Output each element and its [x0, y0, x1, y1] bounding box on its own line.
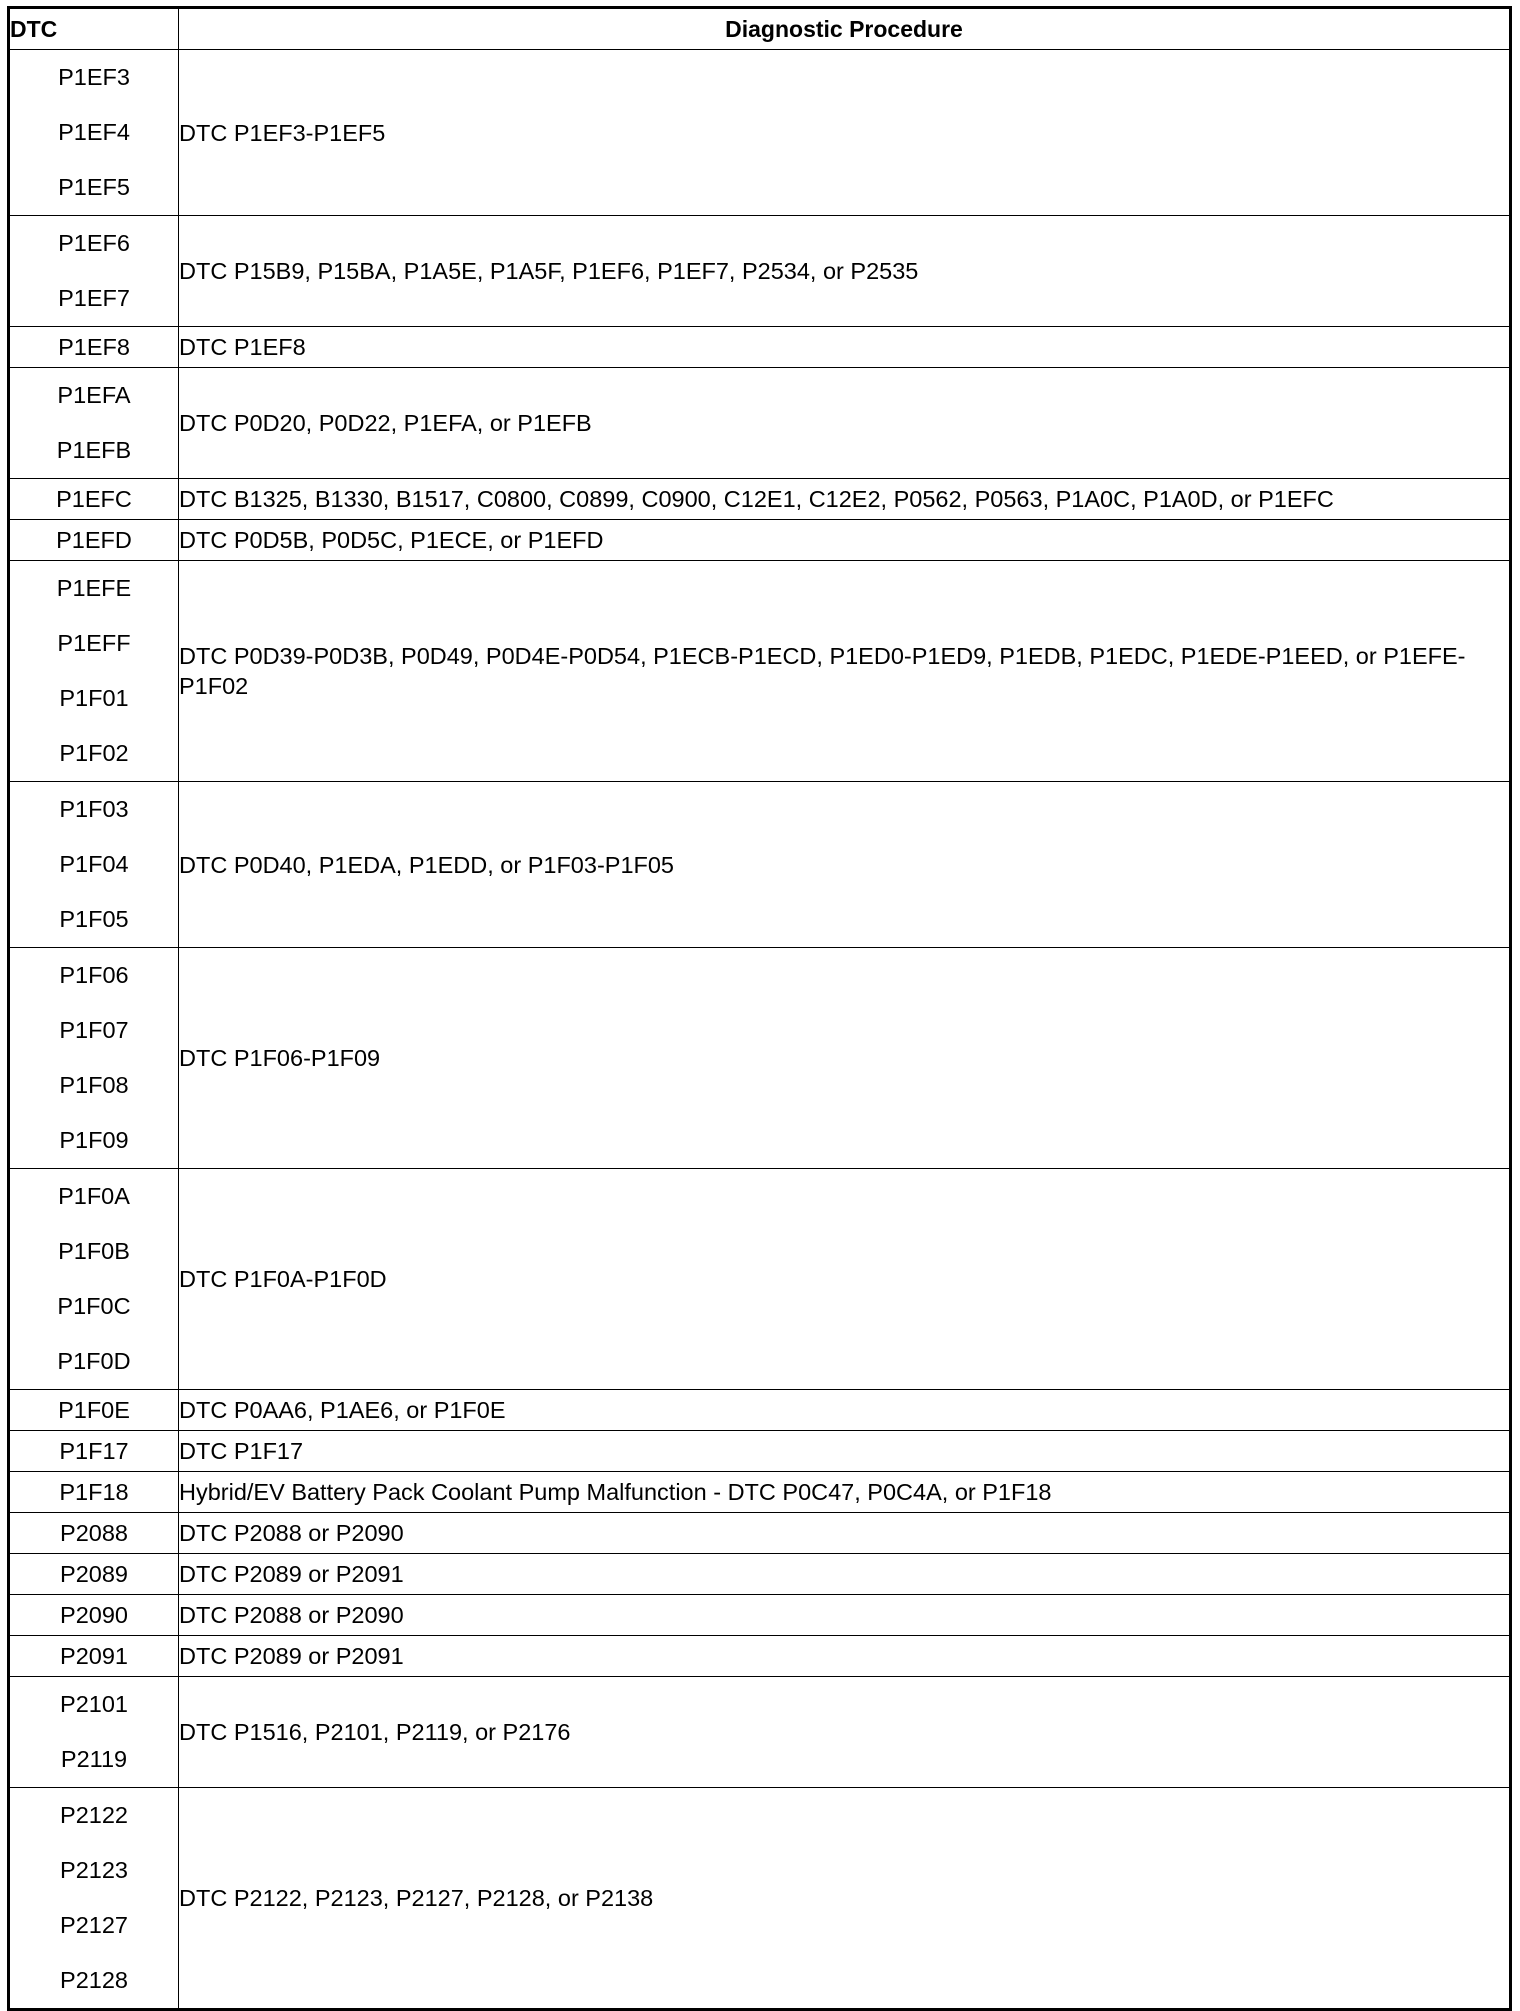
procedure-cell: DTC P0D20, P0D22, P1EFA, or P1EFB [179, 368, 1511, 479]
dtc-code: P1EF5 [58, 174, 130, 200]
dtc-cell [9, 1636, 179, 1677]
procedure-cell: DTC P2089 or P2091 [179, 1554, 1511, 1595]
table-row [9, 1636, 1511, 1677]
dtc-code: P2091 [60, 1643, 128, 1669]
table-row [9, 1169, 1511, 1390]
procedure-cell: DTC P15B9, P15BA, P1A5E, P1A5F, P1EF6, P1EF7, P2534, or P2535 [179, 216, 1511, 327]
dtc-code: P1F0A [58, 1183, 130, 1209]
procedure-cell: DTC P1516, P2101, P2119, or P2176 [179, 1677, 1511, 1788]
procedure-cell: DTC P1F17 [179, 1431, 1511, 1472]
dtc-cell [9, 561, 179, 782]
dtc-cell [9, 1788, 179, 2010]
dtc-cell [9, 948, 179, 1169]
dtc-code: P1F0E [58, 1397, 130, 1423]
dtc-cell [9, 479, 179, 520]
dtc-cell [9, 1390, 179, 1431]
dtc-code: P2090 [60, 1602, 128, 1628]
table-row [9, 50, 1511, 216]
dtc-cell [9, 1595, 179, 1636]
dtc-code: P1EF7 [58, 285, 130, 311]
dtc-code: P1EF4 [58, 119, 130, 145]
dtc-code: P2123 [60, 1857, 128, 1883]
procedure-cell: DTC P0D5B, P0D5C, P1ECE, or P1EFD [179, 520, 1511, 561]
dtc-code: P2101 [60, 1691, 128, 1717]
dtc-code: P2088 [60, 1520, 128, 1546]
dtc-cell [9, 216, 179, 327]
procedure-cell: DTC B1325, B1330, B1517, C0800, C0899, C0900, C12E1, C12E2, P0562, P0563, P1A0C, P1A0D, or P1EFC [179, 479, 1511, 520]
dtc-code: P1F0C [57, 1293, 131, 1319]
dtc-code: P1F02 [59, 740, 129, 766]
table-row [9, 1390, 1511, 1431]
dtc-cell [9, 1431, 179, 1472]
dtc-cell [9, 1677, 179, 1788]
table-row [9, 1554, 1511, 1595]
dtc-code: P2089 [60, 1561, 128, 1587]
table-row [9, 1472, 1511, 1513]
table-row [9, 1677, 1511, 1788]
dtc-code: P1F07 [59, 1017, 129, 1043]
dtc-code: P1F08 [59, 1072, 129, 1098]
procedure-cell: DTC P2088 or P2090 [179, 1513, 1511, 1554]
dtc-code: P2119 [60, 1746, 128, 1772]
dtc-code: P1F03 [59, 796, 129, 822]
dtc-column-header: DTC [9, 8, 179, 50]
table-row [9, 1595, 1511, 1636]
procedure-cell: DTC P0AA6, P1AE6, or P1F0E [179, 1390, 1511, 1431]
procedure-cell: DTC P2088 or P2090 [179, 1595, 1511, 1636]
dtc-code: P2128 [60, 1967, 128, 1993]
dtc-code: P1F17 [59, 1438, 129, 1464]
table-row [9, 327, 1511, 368]
dtc-code: P1EFD [56, 527, 132, 553]
dtc-code: P1F04 [59, 851, 129, 877]
procedure-cell: DTC P1F06-P1F09 [179, 948, 1511, 1169]
dtc-code: P1EFC [56, 486, 132, 512]
dtc-code: P1F06 [59, 962, 129, 988]
table-row [9, 1431, 1511, 1472]
table-row [9, 368, 1511, 479]
dtc-cell [9, 368, 179, 479]
dtc-code: P1EFF [57, 630, 131, 656]
header-row [9, 8, 1511, 50]
dtc-code: P2127 [60, 1912, 128, 1938]
procedure-cell: DTC P1F0A-P1F0D [179, 1169, 1511, 1390]
dtc-code: P1EF6 [58, 230, 130, 256]
dtc-cell [9, 782, 179, 948]
dtc-cell [9, 520, 179, 561]
procedure-cell: DTC P2122, P2123, P2127, P2128, or P2138 [179, 1788, 1511, 2010]
dtc-code: P1F0B [58, 1238, 130, 1264]
dtc-cell [9, 1169, 179, 1390]
procedure-cell: Hybrid/EV Battery Pack Coolant Pump Malfunction - DTC P0C47, P0C4A, or P1F18 [179, 1472, 1511, 1513]
table-row [9, 561, 1511, 782]
dtc-table [7, 6, 1512, 2011]
dtc-code: P1EFB [56, 437, 132, 463]
dtc-code: P2122 [60, 1802, 128, 1828]
procedure-cell: DTC P1EF8 [179, 327, 1511, 368]
dtc-cell [9, 327, 179, 368]
dtc-cell [9, 1554, 179, 1595]
dtc-code: P1EF3 [58, 64, 130, 90]
dtc-cell [9, 1472, 179, 1513]
dtc-code: P1EFA [57, 382, 131, 408]
table-row [9, 1513, 1511, 1554]
procedure-cell: DTC P1EF3-P1EF5 [179, 50, 1511, 216]
dtc-code: P1EF8 [58, 334, 130, 360]
procedure-cell: DTC P0D39-P0D3B, P0D49, P0D4E-P0D54, P1ECB-P1ECD, P1ED0-P1ED9, P1EDB, P1EDC, P1EDE-P1EED, or P1EFE-P1F02 [179, 561, 1511, 782]
dtc-code: P1F09 [59, 1127, 129, 1153]
dtc-code: P1F05 [59, 906, 129, 932]
dtc-code: P1F01 [59, 685, 129, 711]
table-row [9, 479, 1511, 520]
table-row [9, 216, 1511, 327]
dtc-cell [9, 1513, 179, 1554]
procedure-column-header: Diagnostic Procedure [179, 8, 1511, 50]
dtc-code: P1F18 [59, 1479, 129, 1505]
dtc-cell [9, 50, 179, 216]
table-row [9, 782, 1511, 948]
dtc-code: P1EFE [56, 575, 132, 601]
table-row [9, 948, 1511, 1169]
table-body [9, 50, 1511, 2010]
table-row [9, 1788, 1511, 2010]
dtc-code: P1F0D [57, 1348, 131, 1374]
procedure-cell: DTC P0D40, P1EDA, P1EDD, or P1F03-P1F05 [179, 782, 1511, 948]
table-row [9, 520, 1511, 561]
procedure-cell: DTC P2089 or P2091 [179, 1636, 1511, 1677]
